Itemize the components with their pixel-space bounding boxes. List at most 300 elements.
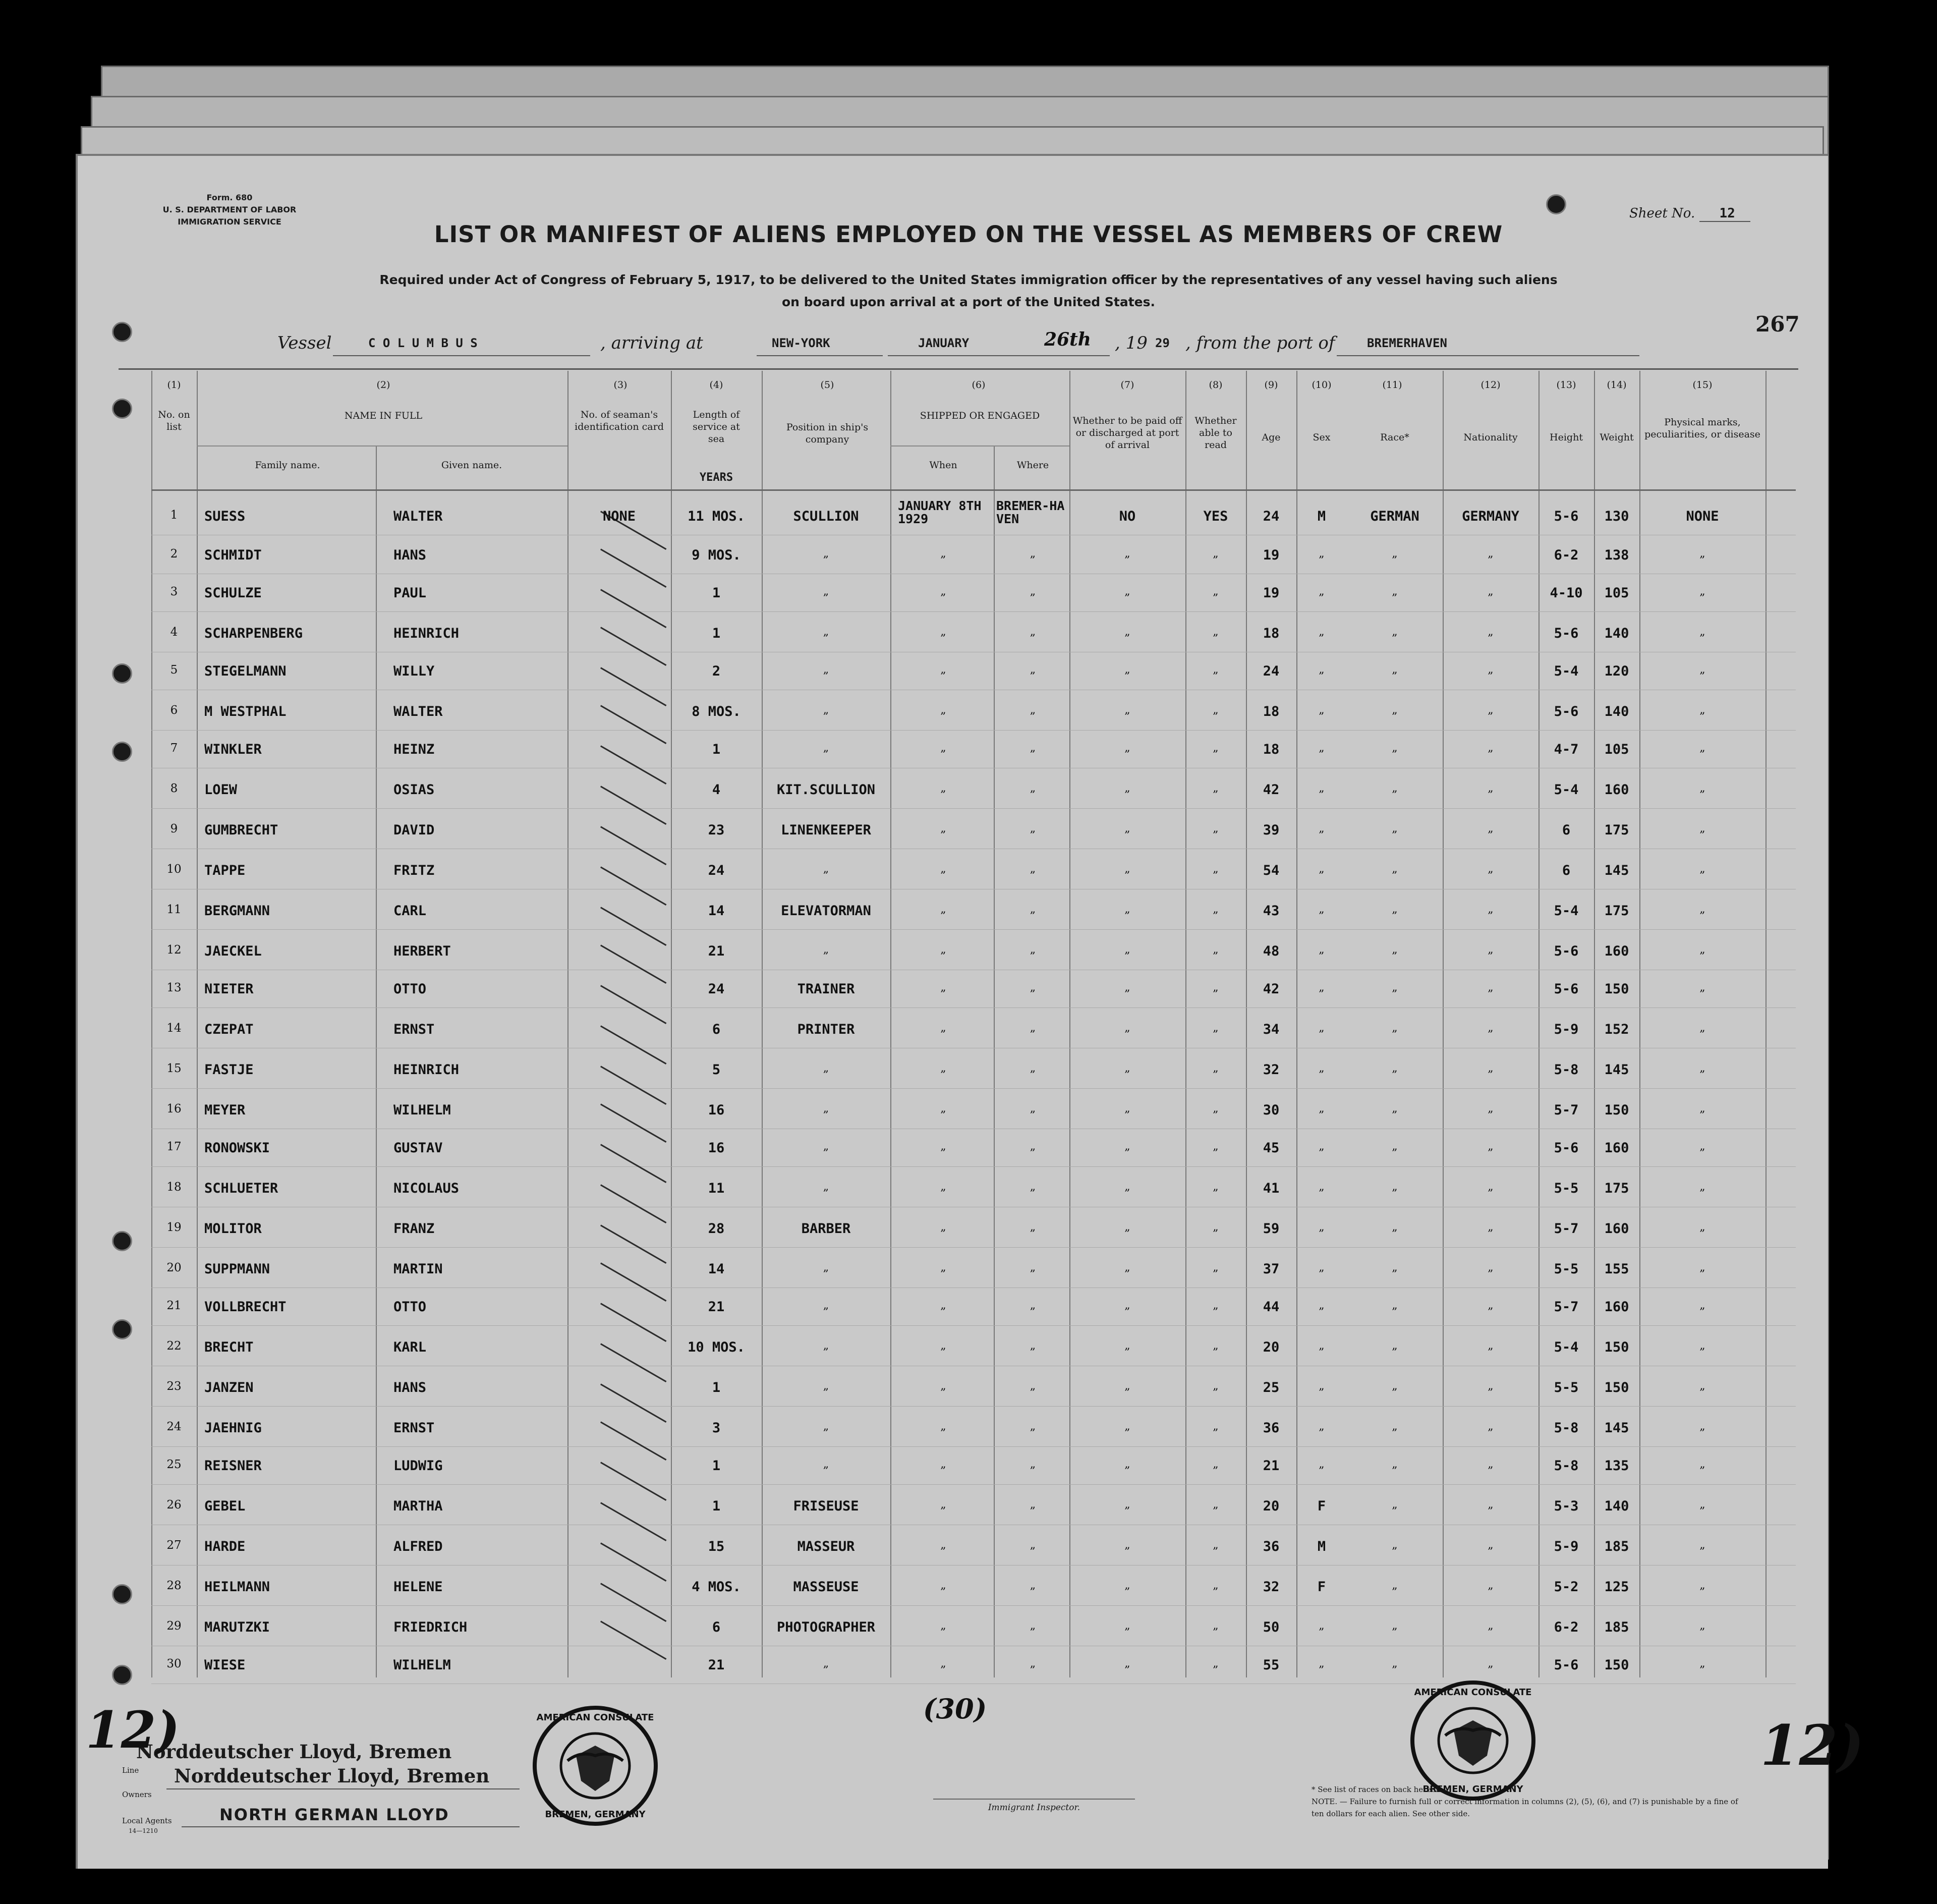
vessel-label: Vessel bbox=[277, 333, 332, 353]
row-age: 50 bbox=[1263, 1619, 1280, 1635]
punch-hole bbox=[1546, 194, 1566, 214]
row-paid-off: „ bbox=[1124, 626, 1130, 638]
row-paid-off: „ bbox=[1124, 663, 1130, 676]
row-when: „ bbox=[940, 1458, 946, 1471]
row-able-read: „ bbox=[1213, 1619, 1219, 1632]
row-weight: 160 bbox=[1604, 943, 1629, 959]
row-sex: „ bbox=[1319, 663, 1325, 676]
row-paid-off: „ bbox=[1124, 822, 1130, 835]
row-given-name: HEINRICH bbox=[393, 626, 460, 641]
row-rule bbox=[151, 1088, 1796, 1089]
row-position: „ bbox=[823, 547, 829, 560]
row-family-name: JAECKEL bbox=[204, 943, 262, 959]
owners-value: Norddeutscher Lloyd, Bremen bbox=[174, 1765, 490, 1787]
row-rule bbox=[151, 730, 1796, 731]
col-family-name: Family name. bbox=[255, 460, 320, 471]
row-height: 6 bbox=[1562, 822, 1571, 838]
row-rule bbox=[151, 1247, 1796, 1248]
row-paid-off: „ bbox=[1124, 1181, 1130, 1193]
row-where: „ bbox=[1030, 822, 1036, 835]
row-length-service: 9 MOS. bbox=[692, 547, 741, 563]
row-nationality: „ bbox=[1488, 1420, 1494, 1433]
row-number: 30 bbox=[166, 1657, 182, 1670]
form-number: Form. 680 bbox=[206, 193, 253, 202]
row-family-name: SCHULZE bbox=[204, 585, 262, 601]
row-able-read: „ bbox=[1213, 863, 1219, 875]
row-number: 29 bbox=[166, 1619, 182, 1633]
row-age: 34 bbox=[1263, 1022, 1280, 1037]
row-race: „ bbox=[1392, 1299, 1398, 1312]
row-height: 6 bbox=[1562, 863, 1571, 878]
row-paid-off: „ bbox=[1124, 1619, 1130, 1632]
row-sex: „ bbox=[1319, 1062, 1325, 1075]
immigrant-inspector-label: Immigrant Inspector. bbox=[933, 1799, 1135, 1813]
row-nationality: „ bbox=[1488, 1539, 1494, 1551]
row-given-name: HANS bbox=[393, 547, 427, 563]
row-nationality: „ bbox=[1488, 626, 1494, 638]
svg-text:BREMEN, GERMANY: BREMEN, GERMANY bbox=[545, 1809, 646, 1820]
row-where: „ bbox=[1030, 1221, 1036, 1234]
row-height: 5-6 bbox=[1554, 704, 1579, 719]
row-when: „ bbox=[940, 1140, 946, 1153]
row-height: 5-6 bbox=[1554, 1657, 1579, 1673]
row-length-service: 1 bbox=[712, 1458, 721, 1474]
row-age: 20 bbox=[1263, 1498, 1280, 1514]
row-when: „ bbox=[940, 1619, 946, 1632]
row-nationality: „ bbox=[1488, 547, 1494, 560]
row-family-name: SUPPMANN bbox=[204, 1261, 270, 1277]
row-weight: 150 bbox=[1604, 1339, 1629, 1355]
row-length-service: 1 bbox=[712, 1380, 721, 1395]
year-suffix: 29 bbox=[1155, 336, 1170, 350]
row-number: 13 bbox=[166, 981, 182, 994]
row-able-read: „ bbox=[1213, 742, 1219, 754]
row-number: 28 bbox=[166, 1579, 182, 1592]
row-physical: „ bbox=[1699, 742, 1705, 754]
row-able-read: „ bbox=[1213, 943, 1219, 956]
row-race: „ bbox=[1392, 547, 1398, 560]
agents-value: NORTH GERMAN LLOYD bbox=[219, 1805, 449, 1824]
row-position: „ bbox=[823, 742, 829, 754]
row-sex: M bbox=[1317, 1539, 1326, 1554]
row-family-name: SUESS bbox=[204, 509, 246, 524]
row-weight: 185 bbox=[1604, 1619, 1629, 1635]
row-height: 5-7 bbox=[1554, 1221, 1579, 1237]
row-sex: „ bbox=[1319, 1339, 1325, 1352]
punch-hole bbox=[112, 399, 132, 419]
row-when: „ bbox=[940, 663, 946, 676]
row-where: „ bbox=[1030, 1657, 1036, 1670]
handwritten-sheet-mark-right: 12) bbox=[1760, 1713, 1864, 1778]
row-weight: 155 bbox=[1604, 1261, 1629, 1277]
row-sex: „ bbox=[1319, 742, 1325, 754]
row-family-name: HARDE bbox=[204, 1539, 246, 1554]
row-physical: „ bbox=[1699, 1420, 1705, 1433]
row-paid-off: „ bbox=[1124, 1299, 1130, 1312]
row-given-name: FRANZ bbox=[393, 1221, 435, 1237]
punch-hole bbox=[112, 322, 132, 342]
row-where: „ bbox=[1030, 1458, 1036, 1471]
row-number: 7 bbox=[170, 742, 178, 755]
row-family-name: WIESE bbox=[204, 1657, 246, 1673]
row-sex: „ bbox=[1319, 782, 1325, 795]
row-sex: F bbox=[1317, 1579, 1326, 1595]
row-weight: 105 bbox=[1604, 742, 1629, 757]
row-length-service: 14 bbox=[708, 1261, 725, 1277]
punch-hole bbox=[112, 1231, 132, 1251]
row-length-service: 15 bbox=[708, 1539, 725, 1554]
row-able-read: „ bbox=[1213, 626, 1219, 638]
row-given-name: HEINZ bbox=[393, 742, 435, 757]
col-years: YEARS bbox=[699, 471, 733, 484]
row-weight: 145 bbox=[1604, 1420, 1629, 1436]
col-where: Where bbox=[1016, 460, 1049, 471]
row-weight: 185 bbox=[1604, 1539, 1629, 1554]
row-family-name: JANZEN bbox=[204, 1380, 254, 1395]
row-position: „ bbox=[823, 1420, 829, 1433]
row-number: 14 bbox=[166, 1022, 182, 1035]
row-when: „ bbox=[940, 742, 946, 754]
row-sex: „ bbox=[1319, 1181, 1325, 1193]
page-title: LIST OR MANIFEST OF ALIENS EMPLOYED ON THE VESSEL AS MEMBERS OF CREW bbox=[434, 221, 1503, 248]
row-family-name: GEBEL bbox=[204, 1498, 246, 1514]
row-height: 5-4 bbox=[1554, 1339, 1579, 1355]
row-rule bbox=[151, 1446, 1796, 1447]
row-where: „ bbox=[1030, 1140, 1036, 1153]
row-family-name: VOLLBRECHT bbox=[204, 1299, 287, 1315]
row-nationality: „ bbox=[1488, 863, 1494, 875]
row-paid-off: „ bbox=[1124, 742, 1130, 754]
row-sex: „ bbox=[1319, 1140, 1325, 1153]
row-paid-off: „ bbox=[1124, 1140, 1130, 1153]
row-family-name: STEGELMANN bbox=[204, 663, 287, 679]
row-able-read: „ bbox=[1213, 981, 1219, 994]
row-physical: „ bbox=[1699, 547, 1705, 560]
row-length-service: 21 bbox=[708, 943, 725, 959]
row-height: 5-5 bbox=[1554, 1380, 1579, 1395]
row-position: LINENKEEPER bbox=[781, 822, 871, 838]
row-nationality: „ bbox=[1488, 1102, 1494, 1115]
row-given-name: DAVID bbox=[393, 822, 435, 838]
row-height: 5-9 bbox=[1554, 1539, 1579, 1554]
row-number: 15 bbox=[166, 1062, 182, 1075]
row-given-name: HERBERT bbox=[393, 943, 451, 959]
row-where: „ bbox=[1030, 742, 1036, 754]
row-race: „ bbox=[1392, 1539, 1398, 1551]
row-physical: „ bbox=[1699, 663, 1705, 676]
row-nationality: „ bbox=[1488, 585, 1494, 598]
row-length-service: 10 MOS. bbox=[688, 1339, 745, 1355]
row-when: „ bbox=[940, 1102, 946, 1115]
row-able-read: „ bbox=[1213, 1458, 1219, 1471]
row-given-name: KARL bbox=[393, 1339, 427, 1355]
row-race: „ bbox=[1392, 1062, 1398, 1075]
row-when: „ bbox=[940, 1380, 946, 1392]
row-sex: „ bbox=[1319, 704, 1325, 716]
row-where: „ bbox=[1030, 1339, 1036, 1352]
row-when: „ bbox=[940, 1062, 946, 1075]
col-nationality: Nationality bbox=[1463, 432, 1518, 443]
row-position: SCULLION bbox=[793, 509, 859, 524]
row-given-name: OTTO bbox=[393, 981, 427, 997]
row-age: 36 bbox=[1263, 1539, 1280, 1554]
row1-able-read: YES bbox=[1203, 509, 1228, 524]
row-able-read: „ bbox=[1213, 1062, 1219, 1075]
row-position: „ bbox=[823, 943, 829, 956]
row-given-name: ERNST bbox=[393, 1420, 435, 1436]
line-value: Norddeutscher Lloyd, Bremen bbox=[136, 1741, 452, 1763]
row-nationality: „ bbox=[1488, 1181, 1494, 1193]
row-age: 54 bbox=[1263, 863, 1280, 878]
row-weight: 130 bbox=[1604, 509, 1629, 524]
row-number: 2 bbox=[170, 547, 178, 561]
row-position: „ bbox=[823, 1140, 829, 1153]
row-race: „ bbox=[1392, 903, 1398, 916]
row-length-service: 23 bbox=[708, 822, 725, 838]
row-where: „ bbox=[1030, 1181, 1036, 1193]
row-age: 55 bbox=[1263, 1657, 1280, 1673]
row-age: 41 bbox=[1263, 1181, 1280, 1196]
row-length-service: 24 bbox=[708, 981, 725, 997]
row-paid-off: „ bbox=[1124, 782, 1130, 795]
row-physical: „ bbox=[1699, 1261, 1705, 1274]
row-race: „ bbox=[1392, 1339, 1398, 1352]
row-sex: „ bbox=[1319, 626, 1325, 638]
row-paid-off: „ bbox=[1124, 1539, 1130, 1551]
row-where: „ bbox=[1030, 585, 1036, 598]
row-sex: „ bbox=[1319, 903, 1325, 916]
row-given-name: GUSTAV bbox=[393, 1140, 443, 1156]
row-given-name: HELENE bbox=[393, 1579, 443, 1595]
row-race: „ bbox=[1392, 1657, 1398, 1670]
row-family-name: BRECHT bbox=[204, 1339, 254, 1355]
row-when: „ bbox=[940, 704, 946, 716]
row-sex: „ bbox=[1319, 981, 1325, 994]
row-paid-off: „ bbox=[1124, 1380, 1130, 1392]
row-physical: „ bbox=[1699, 903, 1705, 916]
row-weight: 150 bbox=[1604, 1657, 1629, 1673]
row-physical: „ bbox=[1699, 1062, 1705, 1075]
department: U. S. DEPARTMENT OF LABOR bbox=[162, 205, 297, 214]
row-position: „ bbox=[823, 663, 829, 676]
row-nationality: „ bbox=[1488, 1579, 1494, 1592]
penalty-note: NOTE. — Failure to furnish full or correct information in columns (2), (5), (6), and (7) is punishable by a fine of ten dollars for each alien. See other side. bbox=[1312, 1797, 1738, 1818]
row-where: „ bbox=[1030, 1261, 1036, 1274]
row-where: „ bbox=[1030, 1619, 1036, 1632]
row-sex: „ bbox=[1319, 1619, 1325, 1632]
row-physical: „ bbox=[1699, 981, 1705, 994]
row-when: „ bbox=[940, 1339, 946, 1352]
row-rule bbox=[151, 1406, 1796, 1407]
row-able-read: „ bbox=[1213, 663, 1219, 676]
row-number: 26 bbox=[166, 1498, 182, 1511]
row-position: „ bbox=[823, 863, 829, 875]
row-race: „ bbox=[1392, 1619, 1398, 1632]
row-given-name: NICOLAUS bbox=[393, 1181, 460, 1196]
punch-hole bbox=[112, 742, 132, 762]
row-when: „ bbox=[940, 1420, 946, 1433]
row-height: 5-7 bbox=[1554, 1299, 1579, 1315]
row-weight: 120 bbox=[1604, 663, 1629, 679]
row-family-name: TAPPE bbox=[204, 863, 246, 878]
footnote bbox=[1312, 1783, 1745, 1820]
row-height: 5-2 bbox=[1554, 1579, 1579, 1595]
col-weight: Weight bbox=[1600, 432, 1634, 443]
row-able-read: „ bbox=[1213, 704, 1219, 716]
col-name-in-full: NAME IN FULL bbox=[344, 410, 423, 421]
row-sex: „ bbox=[1319, 1458, 1325, 1471]
arrival-port: NEW-YORK bbox=[772, 336, 830, 350]
row-height: 5-8 bbox=[1554, 1458, 1579, 1474]
row-when: „ bbox=[940, 626, 946, 638]
row-age: 19 bbox=[1263, 547, 1280, 563]
row-where: „ bbox=[1030, 1539, 1036, 1551]
row-position: PHOTOGRAPHER bbox=[776, 1619, 876, 1635]
row-where: „ bbox=[1030, 626, 1036, 638]
row-physical: „ bbox=[1699, 1140, 1705, 1153]
row-nationality: „ bbox=[1488, 1299, 1494, 1312]
row-length-service: 28 bbox=[708, 1221, 725, 1237]
row-race: „ bbox=[1392, 1102, 1398, 1115]
col-shipped: SHIPPED OR ENGAGED bbox=[920, 410, 1040, 421]
row-position: „ bbox=[823, 1062, 829, 1075]
arriving-label: , arriving at bbox=[600, 333, 703, 353]
row-sex: „ bbox=[1319, 547, 1325, 560]
row-race: „ bbox=[1392, 1458, 1398, 1471]
row-paid-off: „ bbox=[1124, 1657, 1130, 1670]
vessel-line bbox=[277, 329, 1639, 359]
row-family-name: MEYER bbox=[204, 1102, 246, 1118]
row-paid-off: „ bbox=[1124, 863, 1130, 875]
row-able-read: „ bbox=[1213, 1299, 1219, 1312]
row-family-name: LOEW bbox=[204, 782, 238, 798]
row-position: „ bbox=[823, 1261, 829, 1274]
row-number: 22 bbox=[166, 1339, 182, 1353]
row-age: 32 bbox=[1263, 1062, 1280, 1078]
row-able-read: „ bbox=[1213, 1140, 1219, 1153]
row-where: „ bbox=[1030, 863, 1036, 875]
row-paid-off: „ bbox=[1124, 1221, 1130, 1234]
row-nationality: „ bbox=[1488, 1458, 1494, 1471]
row-where: „ bbox=[1030, 1498, 1036, 1511]
row-age: 44 bbox=[1263, 1299, 1280, 1315]
row-age: 18 bbox=[1263, 742, 1280, 757]
row-nationality: „ bbox=[1488, 1657, 1494, 1670]
row-number: 10 bbox=[166, 863, 182, 876]
row-able-read: „ bbox=[1213, 1579, 1219, 1592]
row-rule bbox=[151, 1287, 1796, 1288]
col-physical: Physical marks, peculiarities, or disease bbox=[1644, 417, 1760, 440]
row-paid-off: „ bbox=[1124, 1458, 1130, 1471]
row-nationality: „ bbox=[1488, 1062, 1494, 1075]
row-height: 6-2 bbox=[1554, 1619, 1579, 1635]
row-height: 5-6 bbox=[1554, 626, 1579, 641]
row-paid-off: „ bbox=[1124, 903, 1130, 916]
row-sex: „ bbox=[1319, 1420, 1325, 1433]
col-id-card: No. of seaman's identification card bbox=[575, 409, 664, 432]
row-weight: 175 bbox=[1604, 822, 1629, 838]
sheet-number bbox=[1629, 206, 1750, 221]
sheet-value: 12 bbox=[1699, 206, 1750, 222]
row-weight: 160 bbox=[1604, 1140, 1629, 1156]
row-sex: „ bbox=[1319, 1380, 1325, 1392]
row-height: 5-6 bbox=[1554, 981, 1579, 997]
row-rule bbox=[151, 1325, 1796, 1326]
row-given-name: PAUL bbox=[393, 585, 427, 601]
row-height: 5-9 bbox=[1554, 1022, 1579, 1037]
row-position: „ bbox=[823, 1181, 829, 1193]
row-age: 42 bbox=[1263, 981, 1280, 997]
row-length-service: 4 bbox=[712, 782, 721, 798]
row-where: „ bbox=[1030, 903, 1036, 916]
consulate-seal-left bbox=[520, 1700, 671, 1831]
row-family-name: FASTJE bbox=[204, 1062, 254, 1078]
row-height: 4-10 bbox=[1550, 585, 1583, 601]
col-when: When bbox=[929, 460, 957, 471]
row-physical: „ bbox=[1699, 1619, 1705, 1632]
row-sex: „ bbox=[1319, 1261, 1325, 1274]
row-weight: 105 bbox=[1604, 585, 1629, 601]
row-length-service: 16 bbox=[708, 1102, 725, 1118]
subtitle-line-1: Required under Act of Congress of February 5, 1917, to be delivered to the United States immigration officer by the representatives of any vessel having such aliens bbox=[379, 272, 1558, 287]
row-given-name: WILLY bbox=[393, 663, 435, 679]
row-race: „ bbox=[1392, 822, 1398, 835]
row1-nationality: GERMANY bbox=[1462, 509, 1519, 524]
row-physical: „ bbox=[1699, 1299, 1705, 1312]
col-race: Race* bbox=[1380, 432, 1409, 443]
row-age: 19 bbox=[1263, 585, 1280, 601]
row-family-name: BERGMANN bbox=[204, 903, 270, 919]
row-length-service: 3 bbox=[712, 1420, 721, 1436]
svg-text:BREMEN, GERMANY: BREMEN, GERMANY bbox=[1422, 1784, 1523, 1795]
row-length-service: 14 bbox=[708, 903, 725, 919]
row-given-name: ERNST bbox=[393, 1022, 435, 1037]
row-nationality: „ bbox=[1488, 704, 1494, 716]
row-number: 23 bbox=[166, 1380, 182, 1393]
row-given-name: OSIAS bbox=[393, 782, 435, 798]
row-where: „ bbox=[1030, 1380, 1036, 1392]
row-rule bbox=[151, 611, 1796, 612]
row-sex: „ bbox=[1319, 1221, 1325, 1234]
table-top-border bbox=[119, 368, 1798, 370]
row-race: „ bbox=[1392, 1261, 1398, 1274]
row-sex: F bbox=[1317, 1498, 1326, 1514]
row-sex: „ bbox=[1319, 943, 1325, 956]
row-physical: „ bbox=[1699, 1339, 1705, 1352]
row-where: „ bbox=[1030, 1102, 1036, 1115]
row-able-read: „ bbox=[1213, 822, 1219, 835]
row-position: „ bbox=[823, 1102, 829, 1115]
col-sex: Sex bbox=[1313, 432, 1331, 443]
row-when: „ bbox=[940, 981, 946, 994]
row-where: „ bbox=[1030, 1022, 1036, 1034]
row-rule bbox=[151, 1007, 1796, 1008]
row-family-name: SCHMIDT bbox=[204, 547, 262, 563]
vessel-name: C O L U M B U S bbox=[368, 336, 478, 350]
row1-id-card: NONE bbox=[602, 509, 636, 524]
row1-race: GERMAN bbox=[1370, 509, 1419, 524]
row-nationality: „ bbox=[1488, 903, 1494, 916]
row-family-name: CZEPAT bbox=[204, 1022, 254, 1037]
row-given-name: FRIEDRICH bbox=[393, 1619, 468, 1635]
row-where: „ bbox=[1030, 943, 1036, 956]
row-nationality: „ bbox=[1488, 742, 1494, 754]
row1-physical: NONE bbox=[1686, 509, 1719, 524]
row-race: „ bbox=[1392, 1181, 1398, 1193]
row-race: „ bbox=[1392, 742, 1398, 754]
row-position: „ bbox=[823, 1339, 829, 1352]
row-number: 16 bbox=[166, 1102, 182, 1115]
